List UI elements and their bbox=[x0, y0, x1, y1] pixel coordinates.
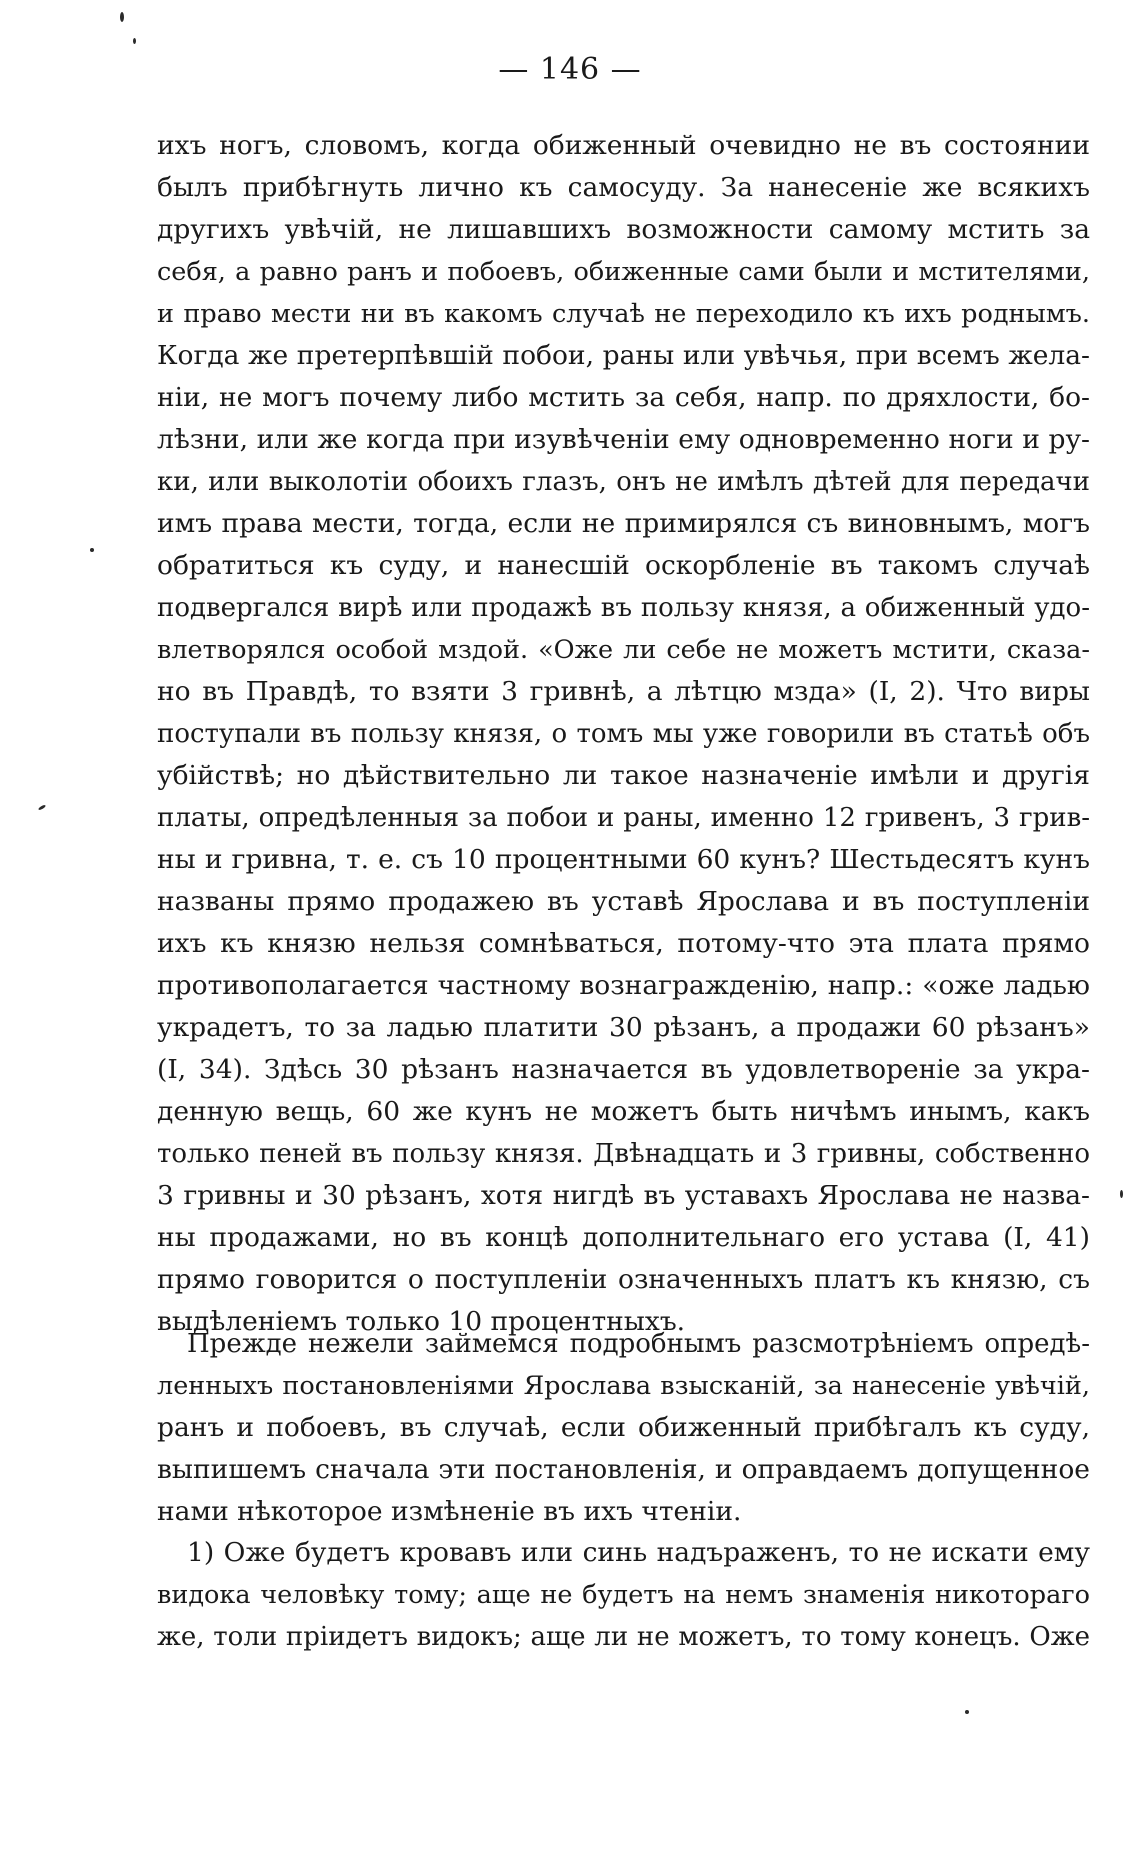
text-line: платы, опредѣленныя за побои и раны, именно 12 гривенъ, 3 грив- bbox=[157, 803, 1090, 833]
scan-speck bbox=[90, 548, 94, 552]
scan-speck bbox=[38, 804, 46, 811]
text-line: но въ Правдѣ, то взяти 3 гривнѣ, а лѣтцю мзда» (I, 2). Что виры bbox=[157, 676, 1090, 707]
text-line: выдѣленіемъ только 10 процентныхъ. bbox=[157, 1306, 686, 1337]
text-line: нами нѣкоторое измѣненіе въ ихъ чтеніи. bbox=[157, 1496, 742, 1527]
paragraph-2 bbox=[157, 1323, 1090, 1533]
paragraph-1 bbox=[157, 125, 1090, 1343]
text-line: подвергался вирѣ или продажѣ въ пользу князя, а обиженный удо- bbox=[157, 593, 1090, 623]
text-line: былъ прибѣгнуть лично къ самосуду. За нанесеніе же всякихъ bbox=[157, 172, 1090, 203]
text-line: другихъ увѣчій, не лишавшихъ возможности самому мстить за bbox=[157, 214, 1090, 245]
text-line: украдетъ, то за ладью платити 30 рѣзанъ, а продажи 60 рѣзанъ» bbox=[157, 1012, 1090, 1043]
paragraph-3 bbox=[157, 1532, 1090, 1658]
text-line: себя, а равно ранъ и побоевъ, обиженные сами были и мстителями, bbox=[157, 257, 1090, 287]
text-line: и право мести ни въ какомъ случаѣ не переходило къ ихъ роднымъ. bbox=[157, 299, 1090, 329]
page-number: — 146 — bbox=[498, 52, 642, 87]
text-line: денную вещь, 60 же кунъ не можетъ быть ничѣмъ инымъ, какъ bbox=[157, 1096, 1090, 1127]
text-line: же, толи пріидетъ видокъ; аще ли не можетъ, то тому конецъ. Оже bbox=[157, 1622, 1090, 1652]
text-line: выпишемъ сначала эти постановленія, и оправдаемъ допущенное bbox=[157, 1454, 1090, 1485]
text-line: 1) Оже будетъ кровавъ или синь надъраженъ, то не искати ему bbox=[187, 1537, 1090, 1568]
text-line: (I, 34). Здѣсь 30 рѣзанъ назначается въ удовлетвореніе за укра- bbox=[157, 1054, 1090, 1085]
scan-speck bbox=[965, 1710, 969, 1714]
text-line: 3 гривны и 30 рѣзанъ, хотя нигдѣ въ уставахъ Ярослава не назва- bbox=[157, 1180, 1090, 1211]
text-line: видока человѣку тому; аще не будетъ на немъ знаменія никотораго bbox=[157, 1580, 1090, 1610]
text-line: ны продажами, но въ концѣ дополнительнаго его устава (I, 41) bbox=[157, 1222, 1090, 1253]
text-line: противополагается частному вознагражденію, напр.: «оже ладью bbox=[157, 970, 1090, 1001]
text-line: лѣзни, или же когда при изувѣченіи ему одновременно ноги и ру- bbox=[157, 424, 1090, 455]
text-line: имъ права мести, тогда, если не примирялся съ виновнымъ, могъ bbox=[157, 508, 1090, 539]
text-line: ихъ ногъ, словомъ, когда обиженный очевидно не въ состоянии bbox=[157, 130, 1090, 161]
text-line: Когда же претерпѣвшій побои, раны или увѣчья, при всемъ жела- bbox=[157, 340, 1090, 371]
text-line: ніи, не могъ почему либо мстить за себя, напр. по дряхлости, бо- bbox=[157, 382, 1090, 413]
text-line: влетворялся особой мздой. «Оже ли себе не можетъ мстити, сказа- bbox=[157, 635, 1090, 665]
text-line: прямо говорится о поступленіи означенныхъ платъ къ князю, съ bbox=[157, 1264, 1090, 1295]
scan-speck bbox=[133, 38, 136, 44]
text-line: ленныхъ постановленіями Ярослава взысканій, за нанесеніе увѣчій, bbox=[157, 1371, 1090, 1401]
text-line: убійствѣ; но дѣйствительно ли такое назначеніе имѣли и другія bbox=[157, 760, 1090, 791]
text-line: Прежде нежели займемся подробнымъ разсмотрѣніемъ опредѣ- bbox=[187, 1329, 1090, 1359]
text-line: поступали въ пользу князя, о томъ мы уже говорили въ статьѣ объ bbox=[157, 719, 1090, 749]
scan-speck bbox=[1120, 1190, 1123, 1198]
text-line: ихъ къ князю нельзя сомнѣваться, потому-что эта плата прямо bbox=[157, 928, 1090, 959]
text-line: ны и гривна, т. е. съ 10 процентными 60 кунъ? Шестьдесятъ кунъ bbox=[157, 844, 1090, 875]
text-line: обратиться къ суду, и нанесшій оскорбленіе въ такомъ случаѣ bbox=[157, 550, 1090, 581]
text-line: названы прямо продажею въ уставѣ Ярослава и въ поступленіи bbox=[157, 886, 1090, 917]
scan-speck bbox=[120, 12, 124, 22]
text-line: только пеней въ пользу князя. Двѣнадцать и 3 гривны, собственно bbox=[157, 1139, 1090, 1169]
text-line: ранъ и побоевъ, въ случаѣ, если обиженный прибѣгалъ къ суду, bbox=[157, 1412, 1090, 1443]
text-line: ки, или выколотіи обоихъ глазъ, онъ не имѣлъ дѣтей для передачи bbox=[157, 467, 1090, 497]
